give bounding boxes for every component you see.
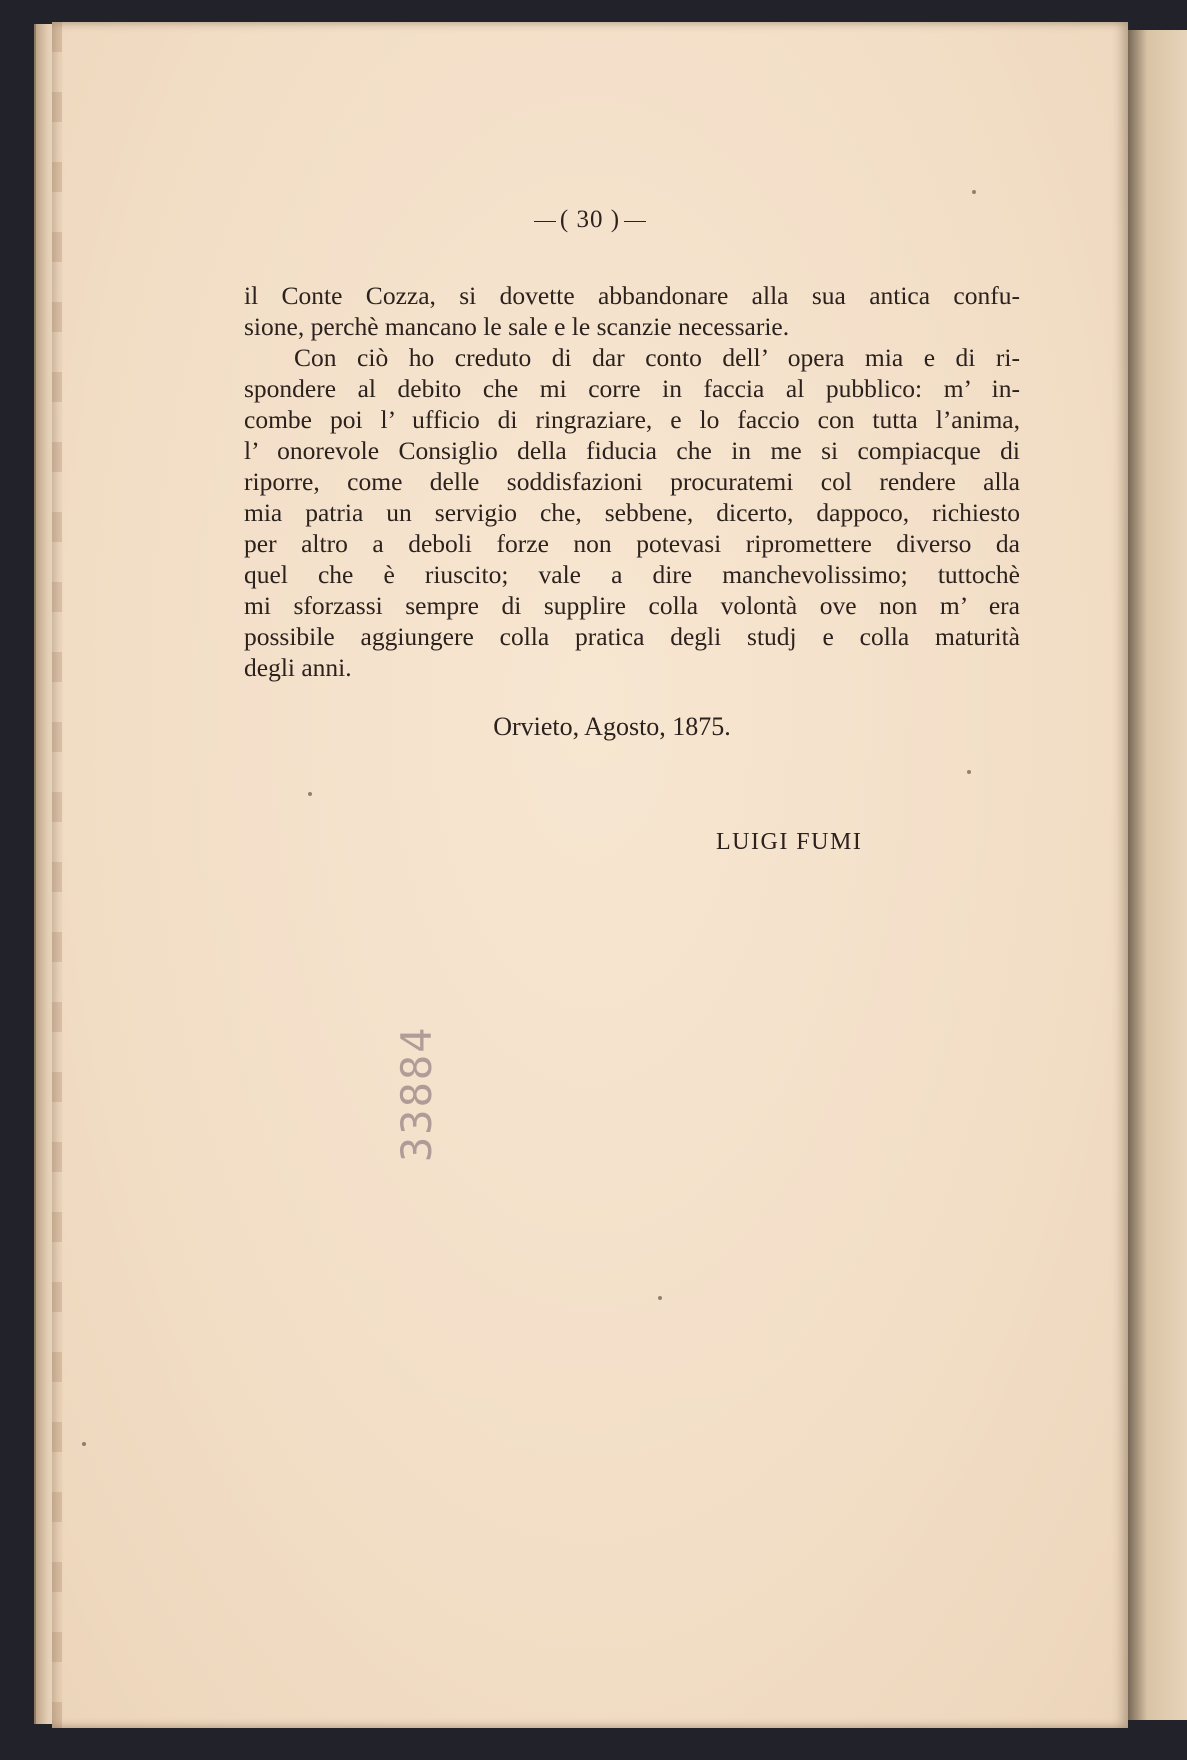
paper-speck bbox=[658, 1296, 662, 1300]
author-signature: LUIGI FUMI bbox=[716, 829, 863, 855]
text-line: quel che è riuscito; vale a dire manchevolissimo; tuttochè bbox=[244, 560, 1020, 589]
paper-speck bbox=[82, 1442, 86, 1446]
place-date: Orvieto, Agosto, 1875. bbox=[493, 712, 731, 741]
text-line: mi sforzassi sempre di supplire colla volontà ove non m’ era bbox=[244, 591, 1020, 620]
paper-speck bbox=[308, 792, 312, 796]
text-line: degli anni. bbox=[244, 653, 352, 682]
text-line: spondere al debito che mi corre in faccia al pubblico: m’ in- bbox=[244, 374, 1020, 403]
text-line: il Conte Cozza, si dovette abbandonare alla sua antica confu- bbox=[244, 281, 1020, 310]
body-text bbox=[244, 280, 1020, 683]
paper-speck bbox=[972, 190, 976, 194]
text-line: mia patria un servigio che, sebbene, dicerto, dappoco, richiesto bbox=[244, 498, 1020, 527]
right-dash bbox=[624, 221, 646, 222]
text-line: riporre, come delle soddisfazioni procuratemi col rendere alla bbox=[244, 467, 1020, 496]
left-dash bbox=[534, 221, 556, 222]
page-number-value: 30 bbox=[576, 206, 604, 233]
book-page bbox=[52, 22, 1128, 1728]
text-line: l’ onorevole Consiglio della fiducia che in me si compiacque di bbox=[244, 436, 1020, 465]
page-number: ( 30 ) bbox=[52, 206, 1128, 234]
text-line: per altro a deboli forze non potevasi ripromettere diverso da bbox=[244, 529, 1020, 558]
text-line: Con ciò ho creduto di dar conto dell’ opera mia e di ri- bbox=[294, 343, 1020, 372]
text-line: sione, perchè mancano le sale e le scanzie necessarie. bbox=[244, 312, 790, 341]
adjacent-page-edge bbox=[1126, 30, 1187, 1720]
library-stamp-number: 33884 bbox=[392, 1025, 441, 1162]
paper-speck bbox=[967, 770, 971, 774]
text-line: combe poi l’ ufficio di ringraziare, e lo faccio con tutta l’anima, bbox=[244, 405, 1020, 434]
text-line: possibile aggiungere colla pratica degli studj e colla maturità bbox=[244, 622, 1020, 651]
